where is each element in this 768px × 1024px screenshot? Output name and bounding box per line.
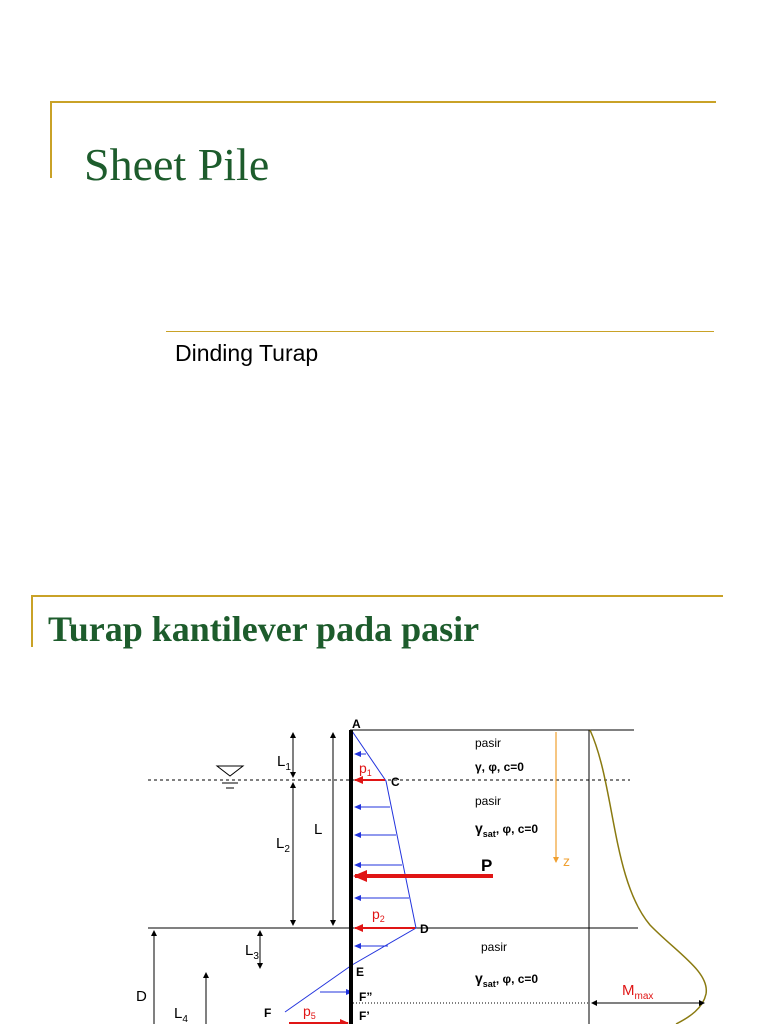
cantilever-sheet-pile-diagram bbox=[0, 580, 768, 1024]
layer2-properties: $\gamma_{sat}$, φ, c=0 bbox=[475, 820, 539, 839]
p1-label: $p_1$ bbox=[359, 760, 372, 778]
water-table-icon bbox=[217, 766, 243, 788]
resultant-force-label: P bbox=[481, 856, 493, 875]
layer1-properties: γ, φ, c=0 bbox=[475, 760, 524, 774]
moment-curve bbox=[590, 730, 706, 1024]
p2-label: $p_2$ bbox=[372, 906, 385, 924]
layer3-properties: $\gamma_{sat}$, φ, c=0 bbox=[475, 970, 539, 989]
mmax-label: $M_{max}$ bbox=[622, 982, 654, 1002]
l-label: L bbox=[314, 821, 323, 838]
slide-cantilever-sheet-pile bbox=[0, 580, 768, 1024]
slide-subtitle: Dinding Turap bbox=[175, 340, 319, 366]
layer2-name: pasir bbox=[475, 794, 502, 808]
point-e-label: E bbox=[356, 965, 365, 979]
l3-label: $L_3$ bbox=[245, 942, 259, 962]
point-f-double-prime-label: F” bbox=[359, 990, 373, 1004]
slide-heading: Turap kantilever pada pasir bbox=[48, 609, 480, 649]
l2-label: $L_2$ bbox=[276, 835, 290, 855]
point-c-label: C bbox=[391, 775, 400, 789]
p5-label: $p_5$ bbox=[303, 1003, 316, 1021]
point-f-prime-label: F’ bbox=[359, 1009, 370, 1023]
d-label: D bbox=[136, 988, 147, 1005]
l1-label: $L_1$ bbox=[277, 753, 291, 773]
layer1-name: pasir bbox=[475, 736, 502, 750]
title-frame-left-rule bbox=[50, 101, 52, 178]
title-frame-top-rule bbox=[50, 101, 716, 103]
z-axis-label: z bbox=[563, 853, 570, 869]
point-a-label: A bbox=[352, 717, 361, 731]
point-f-label: F bbox=[264, 1006, 272, 1020]
l4-label: $L_4$ bbox=[174, 1005, 188, 1024]
point-d-label: D bbox=[420, 922, 429, 936]
layer3-name: pasir bbox=[481, 940, 508, 954]
subtitle-rule bbox=[166, 331, 714, 332]
slide-title-heading: Sheet Pile bbox=[84, 139, 270, 190]
